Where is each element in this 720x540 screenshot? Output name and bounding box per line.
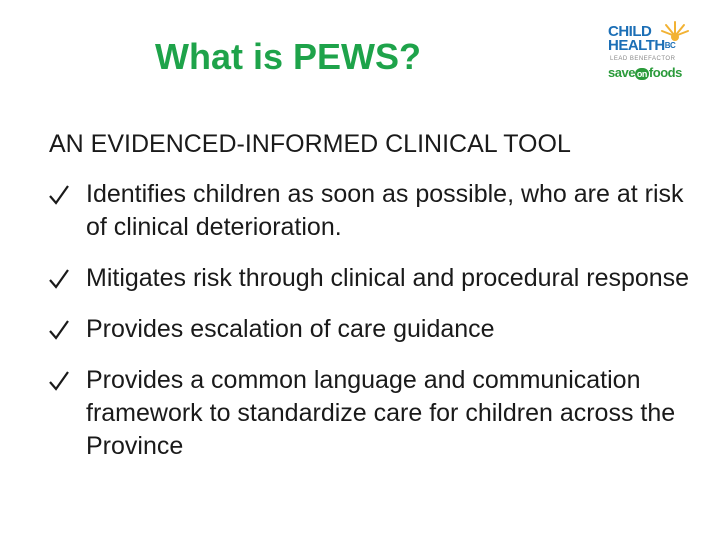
- checkmark-icon: [46, 178, 72, 211]
- bullet-text: Identifies children as soon as possible, who are at risk of clinical deterioration.: [86, 180, 684, 241]
- checkmark-icon: [46, 262, 72, 295]
- sponsor-suffix: foods: [648, 65, 682, 80]
- list-item: [46, 364, 696, 463]
- logo-line2: [608, 38, 675, 53]
- list-item: [46, 313, 696, 346]
- slide-title: What is PEWS?: [155, 36, 422, 77]
- logo-health: HEALTH: [608, 37, 665, 54]
- sponsor-prefix: save: [608, 65, 635, 80]
- bullet-text: Provides escalation of care guidance: [86, 315, 495, 343]
- logo-tagline: LEAD BENEFACTOR: [610, 56, 676, 62]
- list-item: [46, 178, 696, 244]
- sponsor-logo: [608, 65, 682, 80]
- child-health-bc-logo: [606, 16, 698, 86]
- bullet-text: Mitigates risk through clinical and procedural response: [86, 264, 690, 292]
- logo-bc: BC: [664, 41, 676, 50]
- sponsor-mid: on: [636, 68, 647, 79]
- bullet-text: Provides a common language and communication framework to standardize care for children across the Province: [86, 366, 676, 460]
- bullet-list: [46, 178, 696, 481]
- checkmark-icon: [46, 313, 72, 346]
- slide-subtitle: AN EVIDENCED-INFORMED CLINICAL TOOL: [49, 130, 571, 158]
- checkmark-icon: [46, 364, 72, 397]
- logo-line1: CHILD: [608, 23, 652, 40]
- list-item: [46, 262, 696, 295]
